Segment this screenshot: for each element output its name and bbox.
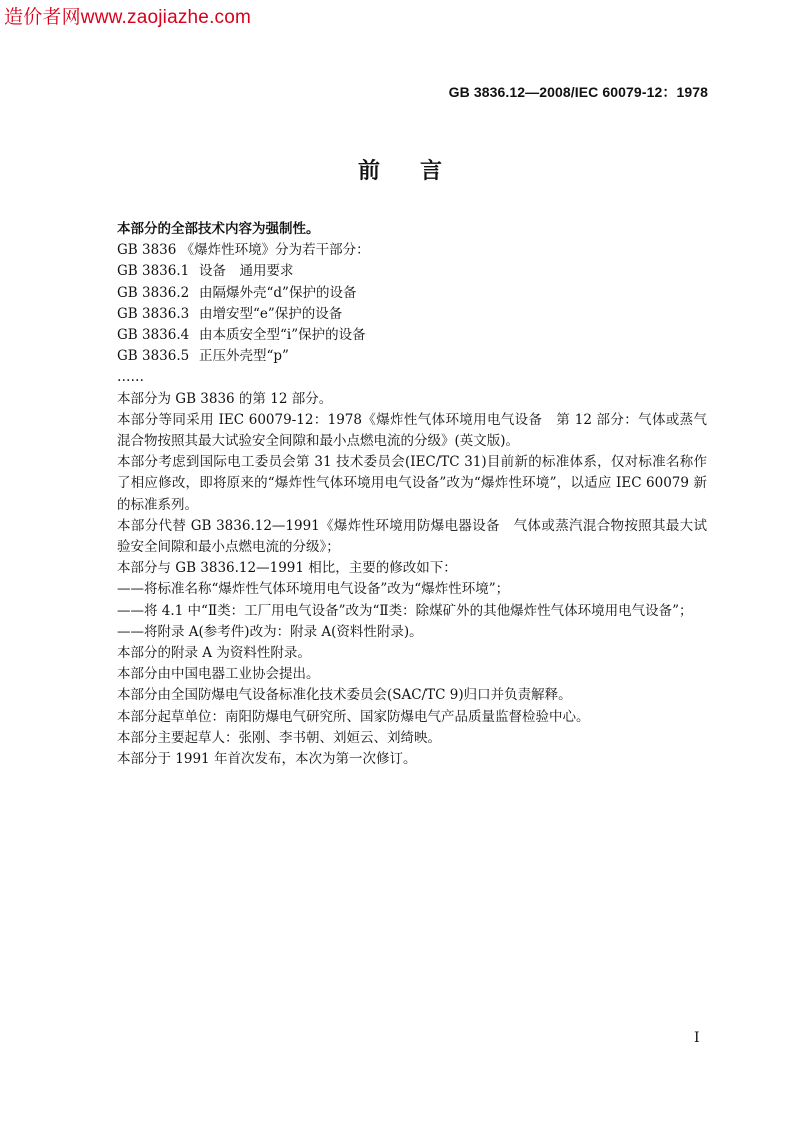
site-watermark: 造价者网www.zaojiazhe.com	[4, 7, 252, 28]
part-code: GB 3836.3	[117, 305, 190, 322]
paragraph: 本部分为 GB 3836 的第 12 部分。	[117, 390, 333, 407]
part-title: 由增安型“e”保护的设备	[199, 305, 343, 322]
ellipsis: ……	[117, 369, 144, 386]
closing-line: 本部分主要起草人：张刚、李书朝、刘姮云、刘绮映。	[117, 729, 441, 746]
change-item: ——将 4.1 中“Ⅱ类：工厂用电气设备”改为“Ⅱ类：除煤矿外的其他爆炸性气体环境用电气设备”；	[117, 602, 693, 619]
part-title: 正压外壳型“p”	[199, 348, 289, 365]
closing-line: 本部分的附录 A 为资料性附录。	[117, 645, 311, 662]
closing-line: 本部分起草单位：南阳防爆电气研究所、国家防爆电气产品质量监督检验中心。	[117, 708, 590, 725]
part-title: 由隔爆外壳“d”保护的设备	[199, 284, 357, 301]
paragraph: 本部分考虑到国际电工委员会第 31 技术委员会(IEC/TC 31)目前新的标准体系，仅对标准名称作了相应修改，即将原来的“爆炸性气体环境用电气设备”改为“爆炸性环境”，以适应 IEC 60079 新的标准系列。	[117, 454, 707, 513]
mandatory-statement: 本部分的全部技术内容为强制性。	[117, 221, 320, 237]
part-list-item	[117, 346, 707, 367]
paragraph: 本部分代替 GB 3836.12—1991《爆炸性环境用防爆电器设备 气体或蒸汽混合物按照其最大试验安全间隙和最小点燃电流的分级》；	[117, 517, 707, 556]
standard-number: GB 3836.12—2008/IEC 60079-12：1978	[448, 84, 708, 100]
part-code: GB 3836.2	[117, 284, 190, 301]
foreword-body	[117, 219, 707, 770]
part-code: GB 3836.5	[117, 348, 190, 365]
part-title: 设备 通用要求	[199, 263, 294, 280]
closing-line: 本部分于 1991 年首次发布，本次为第一次修订。	[117, 751, 417, 768]
page-title: 前言	[357, 159, 482, 184]
closing-line: 本部分由全国防爆电气设备标准化技术委员会(SAC/TC 9)归口并负责解释。	[117, 687, 572, 704]
change-item: ——将标准名称“爆炸性气体环境用电气设备”改为“爆炸性环境”；	[117, 581, 510, 598]
part-title: 由本质安全型“i”保护的设备	[199, 327, 366, 344]
part-list-item	[117, 325, 707, 346]
part-code: GB 3836.1	[117, 263, 190, 280]
part-list-item	[117, 304, 707, 325]
change-item: ——将附录 A(参考件)改为：附录 A(资料性附录)。	[117, 623, 423, 640]
parts-intro: GB 3836 《爆炸性环境》分为若干部分：	[117, 242, 370, 259]
part-list-item	[117, 261, 707, 282]
part-list-item	[117, 283, 707, 304]
closing-line: 本部分由中国电器工业协会提出。	[117, 666, 320, 683]
page-number: Ⅰ	[694, 1030, 700, 1046]
paragraph: 本部分等同采用 IEC 60079-12：1978《爆炸性气体环境用电气设备 第 12 部分：气体或蒸气混合物按照其最大试验安全间隙和最小点燃电流的分级》(英文版)。	[117, 411, 707, 450]
part-code: GB 3836.4	[117, 327, 190, 344]
paragraph: 本部分与 GB 3836.12—1991 相比，主要的修改如下：	[117, 560, 457, 577]
